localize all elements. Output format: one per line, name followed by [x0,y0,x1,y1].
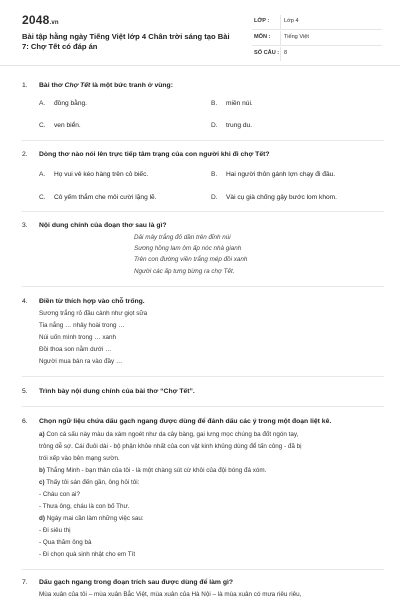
logo-suffix: .vn [49,20,59,26]
option-text: Vài cụ già chống gậy bước lom khom. [226,194,337,201]
divider [22,211,384,212]
question-number: 4. [22,298,28,305]
site-logo[interactable] [22,13,59,28]
option-b[interactable] [211,171,335,179]
option-letter: C. [39,122,46,129]
item-label: c) [39,479,45,486]
fill-line: Tia nắng … nhảy hoài trong … [39,322,125,329]
item-c-line: - Cháu con ai? [39,491,80,498]
divider [22,140,384,141]
divider [22,286,384,287]
question-text-part: Bài thơ [39,82,65,89]
item-label: a) [39,431,45,438]
meta-divider [280,47,281,61]
option-text: Hai người thôn gánh lợn chạy đi đầu. [226,171,336,178]
question-text: Dấu gạch ngang trong đoạn trích sau được dùng để làm gì? [39,579,234,586]
question-number: 5. [22,388,28,395]
question-number: 2. [22,151,28,158]
meta-value: Tiếng Việt [284,34,309,40]
meta-value: 8 [284,50,288,56]
item-d-line [39,515,144,523]
item-text: Thấy tôi sán đến gần, ông hỏi tôi: [44,479,140,486]
option-b[interactable] [211,100,253,108]
option-text: đồng bằng. [54,100,88,107]
meta-row-subject [252,30,382,46]
question-text [39,82,384,90]
option-a[interactable] [39,100,87,108]
question-text: Trình bày nội dung chính của bài thơ “Chợ Tết”. [39,388,195,395]
meta-row-count [252,46,382,62]
option-c[interactable] [39,122,81,130]
excerpt-line: Mùa xuân của tôi – mùa xuân Bắc Việt, mùa xuân của Hà Nội – là mùa xuân có mưa riêu riêu, [39,591,302,598]
item-c-line: - Thưa ông, cháu là con bố Thư. [39,503,130,510]
item-c-line [39,479,139,487]
option-c[interactable] [39,194,157,202]
option-d[interactable] [211,194,337,202]
item-text: Con cá sấu này màu da xám ngoét như da cây bàng, gai lưng mọc chúng ba đốt ngón tay, [44,431,299,438]
option-text: Họ vui vẻ kéo hàng trên cỏ biếc. [54,171,149,178]
option-letter: A. [39,100,46,107]
divider [22,569,384,570]
meta-label: LỚP : [254,18,270,24]
item-d-line: - Qua thăm ông bà [39,539,92,546]
divider [22,376,384,377]
meta-divider [280,31,281,45]
option-text: Cô yếm thắm che môi cười lặng lẽ. [54,194,157,201]
logo-text: 2048 [22,13,50,27]
item-d-line: - Đi siêu thị [39,527,71,534]
option-text: miền núi. [226,100,253,107]
poem-line: Trên con đường viền trắng mép đồi xanh [134,256,248,263]
question-text-italic: Chợ Tết [64,82,91,89]
meta-label: SỐ CÂU : [254,50,280,56]
meta-value: Lớp 4 [284,18,299,24]
item-d-line: - Đi chọn quà sinh nhật cho em Tít [39,551,136,558]
item-label: b) [39,467,45,474]
item-b-line [39,467,266,475]
meta-info-box [252,14,382,62]
question-number: 3. [22,222,28,229]
option-letter: A. [39,171,46,178]
divider [22,406,384,407]
poem-line: Sương hồng lam ôm ấp nóc nhà gianh [134,245,242,252]
option-text: trung du. [226,122,253,129]
fill-line: Người mua bán ra vào đầy … [39,358,123,365]
meta-row-class [252,14,382,30]
question-text: Nội dung chính của đoạn thơ sau là gì? [39,222,167,229]
item-text: Thắng Minh - bạn thân của tôi - là một chàng sút cừ khôi của đội bóng đá xóm. [44,467,267,474]
fill-line: Đồi thoa son nằm dưới … [39,346,112,353]
question-text: Điền từ thích hợp vào chỗ trống. [39,298,145,305]
poem-line: Dải mây trắng đỏ dần trên đỉnh núi [134,234,231,241]
option-a[interactable] [39,171,148,179]
option-letter: D. [211,194,218,201]
question-number: 1. [22,82,28,89]
fill-line: Núi uốn mình trong … xanh [39,334,117,341]
poem-line: Người các ấp tưng bừng ra chợ Tết. [134,268,235,275]
question-text-part: là một bức tranh ở vùng: [90,82,173,89]
question-number: 7. [22,579,28,586]
option-letter: B. [211,171,218,178]
item-label: d) [39,515,45,522]
item-text: Ngày mai cần làm những việc sau: [44,515,144,522]
option-letter: B. [211,100,218,107]
document-title: Bài tập hằng ngày Tiếng Việt lớp 4 Chân trời sáng tạo Bài 7: Chợ Tết có đáp án [22,32,230,52]
option-d[interactable] [211,122,252,130]
question-number: 6. [22,418,28,425]
item-a-line: trông dễ sợ. Cái đuôi dài - bộ phận khỏe nhất của con vật kinh khủng dùng để tấn công - đã bị [39,443,302,450]
page-header [0,0,400,66]
option-letter: C. [39,194,46,201]
question-text: Chọn ngữ liệu chứa dấu gạch ngang được dùng để đánh dấu các ý trong một đoạn liệt kê. [39,418,332,425]
option-letter: D. [211,122,218,129]
item-a-line: trói xếp vào bên mạng sườn. [39,455,120,462]
item-a-line [39,431,298,439]
fill-line: Sương trắng rỏ đầu cành như giọt sữa [39,310,148,317]
meta-label: MÔN : [254,34,271,40]
question-text: Dòng thơ nào nói lên trực tiếp tâm trạng của con người khi đi chợ Tết? [39,151,270,158]
option-text: ven biển. [54,122,81,129]
meta-divider [280,15,281,29]
